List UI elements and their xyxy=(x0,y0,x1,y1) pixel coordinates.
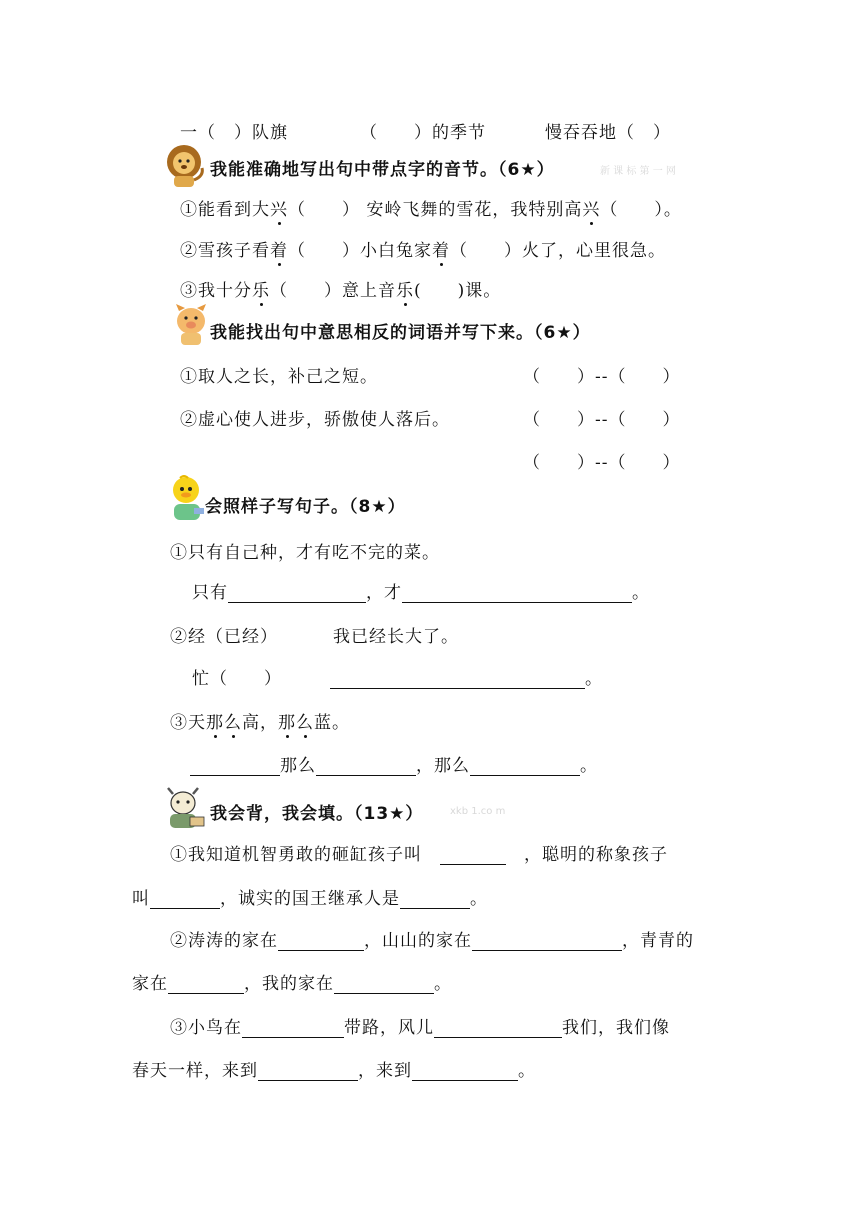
blank[interactable] xyxy=(316,757,416,776)
s3-answer2-label: 忙（ ） xyxy=(192,669,282,689)
s2-pair-2: （ ）--（ ） xyxy=(523,410,681,430)
blank[interactable] xyxy=(228,584,366,603)
blank[interactable] xyxy=(334,975,434,994)
watermark-1: 新 课 标 第 一 网 xyxy=(600,166,676,177)
blank[interactable] xyxy=(472,932,622,951)
section4-title: 我会背，我会填。（13★） xyxy=(210,804,424,824)
goat-icon xyxy=(163,787,209,833)
section2-title: 我能找出句中意思相反的词语并写下来。（6★） xyxy=(210,323,591,343)
top-item-c: 慢吞吞地（ ） xyxy=(545,123,671,143)
blank[interactable] xyxy=(400,890,470,909)
s3-example3: ③天那么高，那么蓝。 xyxy=(170,713,350,733)
s1-row2: ②雪孩子看着（ ）小白兔家着（ ）火了，心里很急。 xyxy=(180,241,666,261)
s3-answer3: 那么 ，那么 。 xyxy=(190,751,598,776)
blank[interactable] xyxy=(440,846,506,865)
top-item-a: 一（ ）队旗 xyxy=(180,123,288,143)
s3-example1: ①只有自己种，才有吃不完的菜。 xyxy=(170,543,440,563)
s2-pair-3: （ ）--（ ） xyxy=(523,453,681,473)
lion-icon xyxy=(164,142,208,188)
top-line xyxy=(180,118,288,143)
top-item-b: （ ）的季节 xyxy=(360,123,486,143)
section3-title: 会照样子写句子。（8★） xyxy=(205,497,406,517)
blank[interactable] xyxy=(168,975,244,994)
blank[interactable] xyxy=(242,1019,344,1038)
blank[interactable] xyxy=(258,1062,358,1081)
watermark-2: xkb 1.co m xyxy=(450,806,506,817)
duck-icon xyxy=(168,474,208,524)
s2-pair-1: （ ）--（ ） xyxy=(523,367,681,387)
s2-q1: ①取人之长，补己之短。 xyxy=(180,367,378,387)
section1-title: 我能准确地写出句中带点字的音节。（6★） xyxy=(210,160,555,180)
blank[interactable] xyxy=(150,890,220,909)
s4-p3-line2: 春天一样，来到 ，来到 。 xyxy=(132,1061,536,1081)
blank[interactable] xyxy=(470,757,580,776)
s4-p1-line1: ①我知道机智勇敢的砸缸孩子叫 ，聪明的称象孩子 xyxy=(170,845,668,865)
blank[interactable] xyxy=(402,584,632,603)
blank[interactable] xyxy=(434,1019,562,1038)
s3-example2-sentence: 我已经长大了。 xyxy=(333,627,459,647)
blank[interactable] xyxy=(412,1062,518,1081)
s1-row1: ①能看到大兴（ ） 安岭飞舞的雪花，我特别高兴（ ）。 xyxy=(180,200,682,220)
blank[interactable] xyxy=(330,670,585,689)
s2-q2: ②虚心使人进步，骄傲使人落后。 xyxy=(180,410,450,430)
pig-icon xyxy=(172,303,210,347)
s4-p2-line1: ②涛涛的家在 ，山山的家在 ，青青的 xyxy=(170,931,694,951)
s4-p1-line2: 叫 ，诚实的国王继承人是 。 xyxy=(132,889,488,909)
s3-example2: ②经（已经） xyxy=(170,627,278,647)
s3-answer2: 。 xyxy=(330,664,603,689)
s1-row3: ③我十分乐（ ）意上音乐( )课。 xyxy=(180,281,502,301)
s3-answer1: 只有 ，才 。 xyxy=(192,583,650,603)
blank[interactable] xyxy=(278,932,364,951)
s4-p3-line1: ③小鸟在 带路，风儿 我们，我们像 xyxy=(170,1018,670,1038)
blank[interactable] xyxy=(190,757,280,776)
s4-p2-line2: 家在 ，我的家在 。 xyxy=(132,974,452,994)
